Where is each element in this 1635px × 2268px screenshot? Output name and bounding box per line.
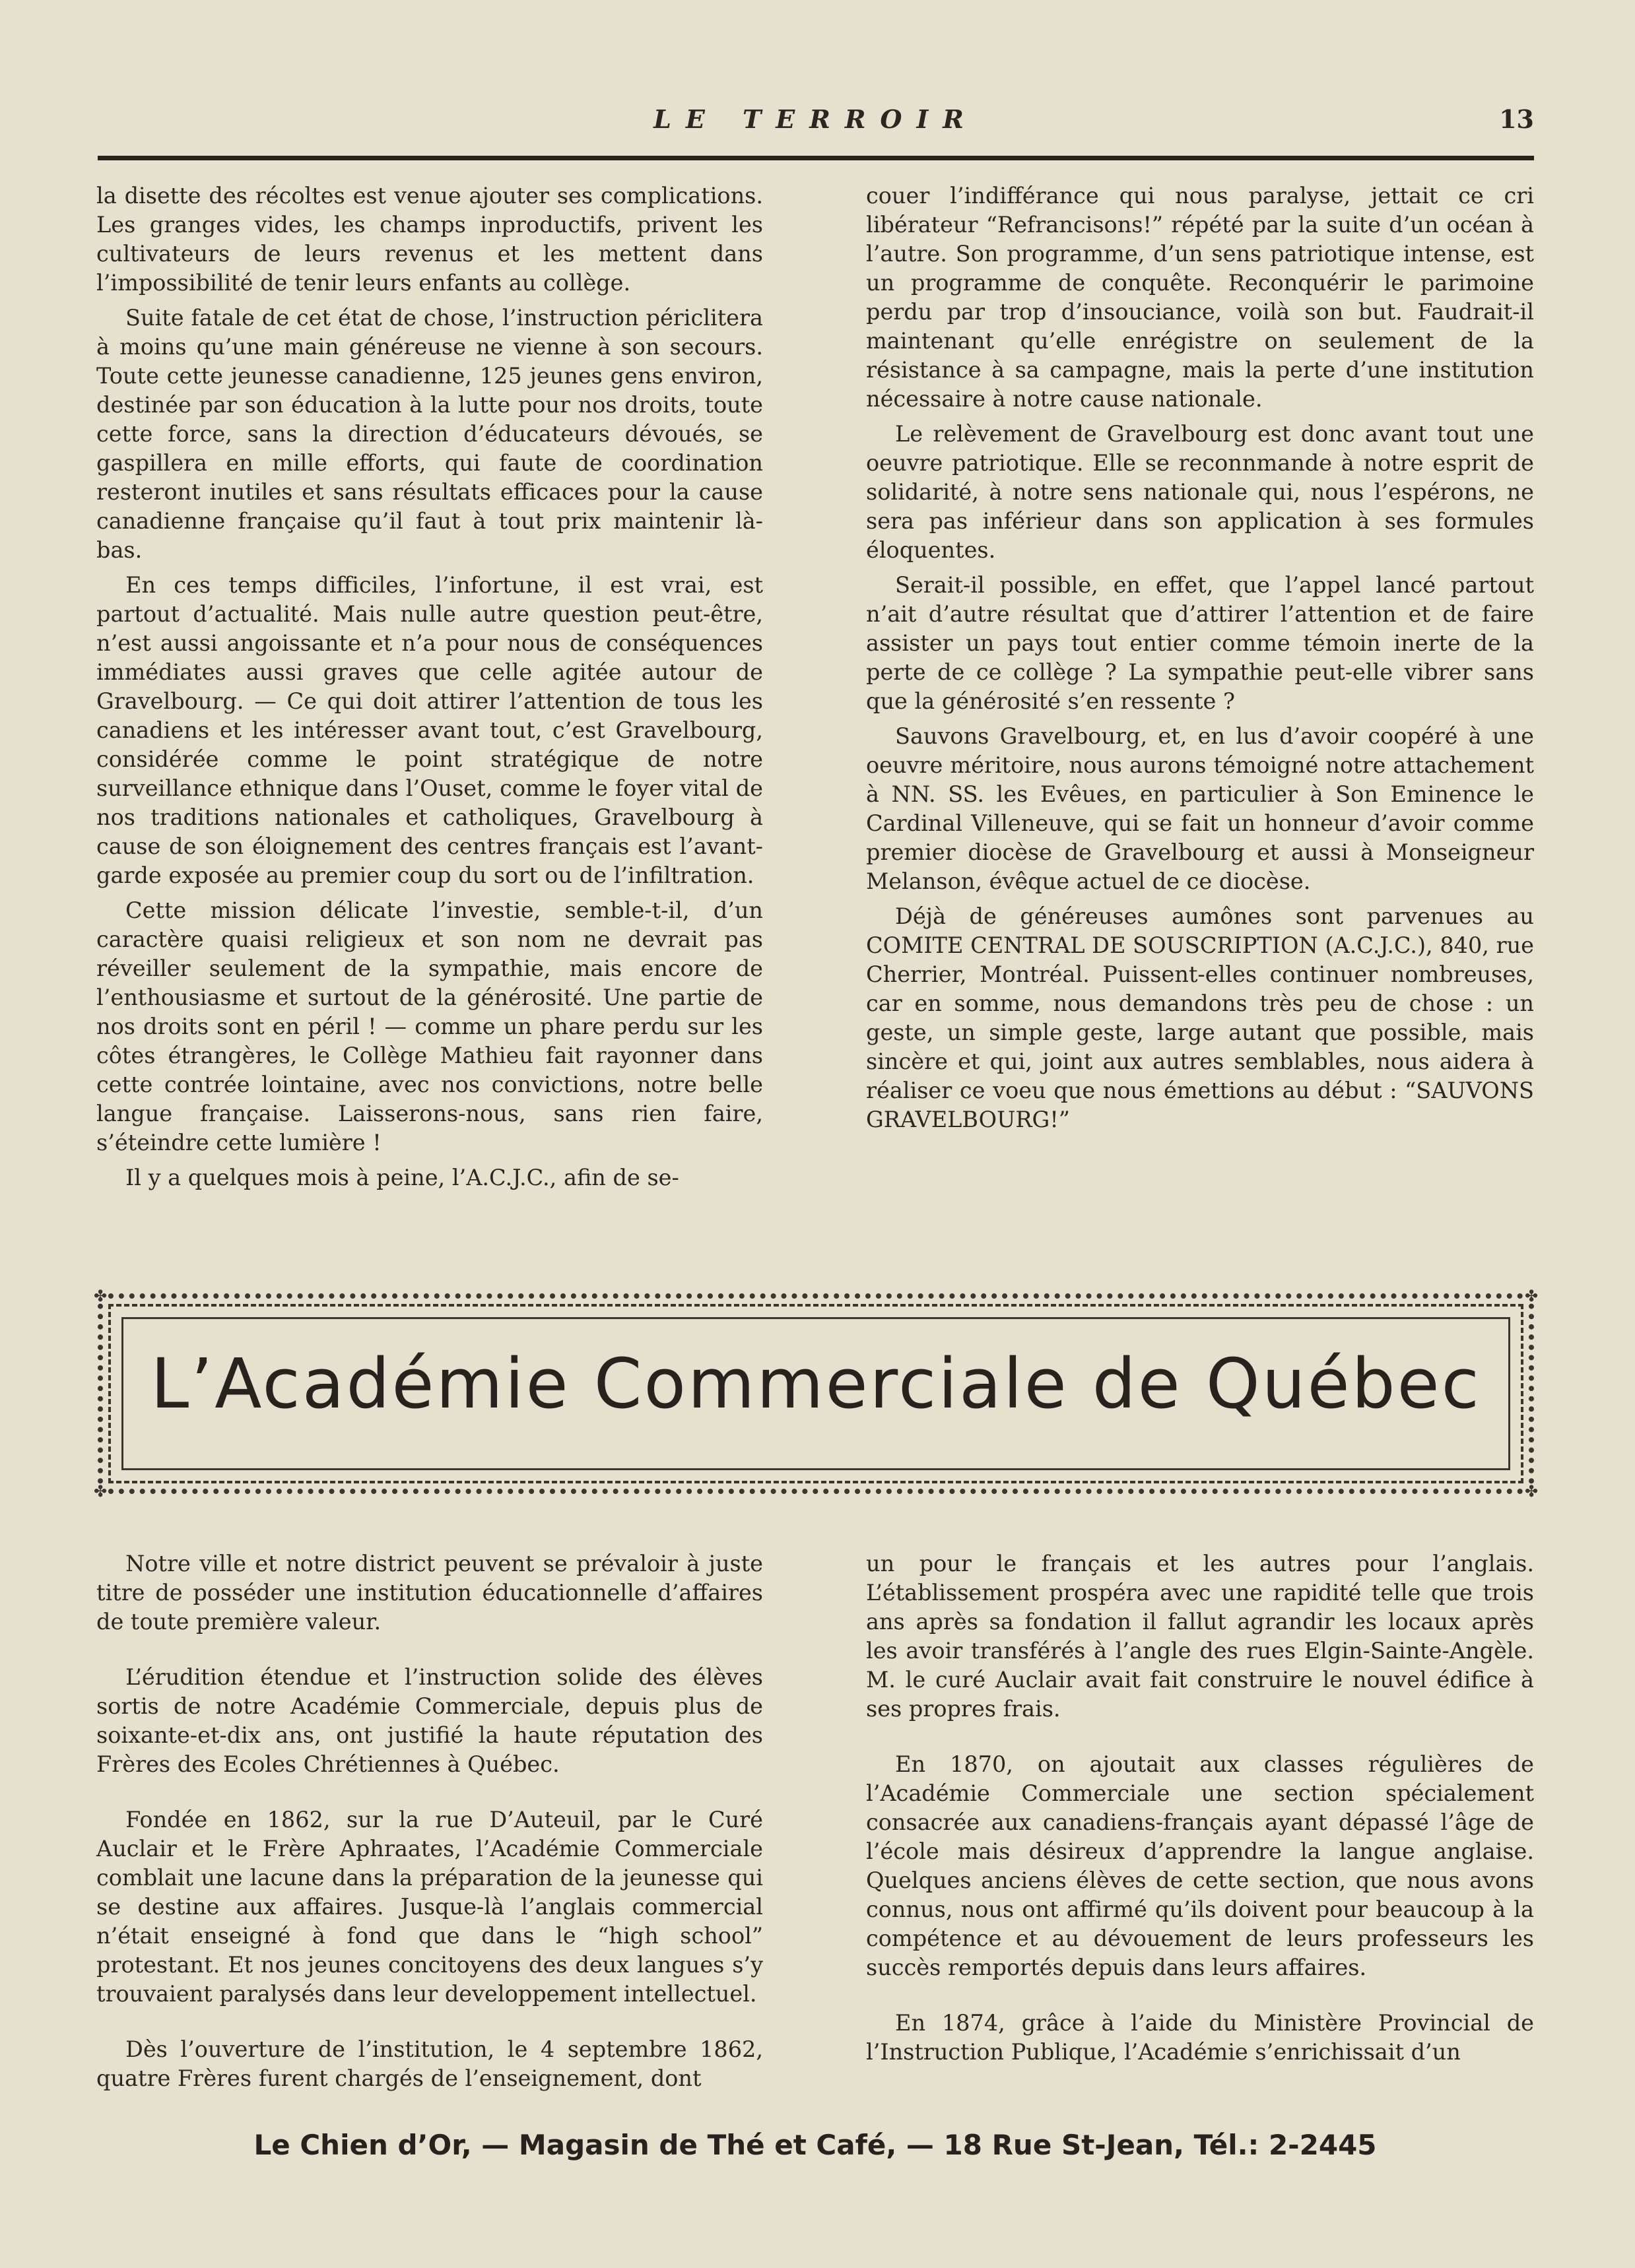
running-header (98, 99, 1534, 136)
corner-ornament-icon: ✤ (1525, 1482, 1539, 1501)
paragraph: Notre ville et notre district peuvent se prévaloir à juste titre de posséder une institution éducationnelle d’affaires de toute première valeur. (96, 1551, 763, 1635)
page-number: 13 (1499, 104, 1534, 134)
upper-article-left-column (96, 181, 763, 1198)
corner-ornament-icon: ✤ (1525, 1287, 1539, 1305)
paragraph: couer l’indifférance qui nous paralyse, jettait ce cri libérateur “Refrancisons!” répété par la suite d’un océan à l’autre. Son programme, d’un sens patriotique intense, est un programme de conquête. Reconquérir le parimoine perdu par trop d’insouciance, voilà son but. Faudrait-il maintenant qu’elle enrégistre on seulement de la résistance à sa campagne, mais la perte d’une institution nécessaire à notre cause nationale. (866, 183, 1534, 412)
paragraph: En ces temps difficiles, l’infortune, il est vrai, est partout d’actualité. Mais nulle autre question peut-être, n’est aussi angoissante et n’a pour nous de conséquences immédiates aussi graves que celle agitée autour de Gravelbourg. — Ce qui doit attirer l’attention de tous les canadiens et les intéresser avant tout, c’est Gravelbourg, considérée comme le point stratégique de notre surveillance ethnique dans l’Ouset, comme le foyer vital de nos traditions nationales et catholiques, Gravelbourg à cause de son éloignement des centres français est l’avant-garde exposée au premier coup du sort ou de l’infiltration. (96, 572, 763, 888)
corner-ornament-icon: ✤ (94, 1287, 108, 1305)
corner-ornament-icon: ✤ (94, 1482, 108, 1501)
paragraph: Sauvons Gravelbourg, et, en lus d’avoir coopéré à une oeuvre méritoire, nous aurons témoigné notre attachement à NN. SS. les Evêues, en particulier à Son Eminence le Cardinal Villeneuve, qui se fait un honneur d’avoir comme premier diocèse de Gravelbourg et aussi à Monseigneur Melanson, évêque actuel de ce diocèse. (866, 723, 1534, 894)
footer-advertisement: Le Chien d’Or, — Magasin de Thé et Café, — 18 Rue St-Jean, Tél.: 2-2445 (253, 2129, 1377, 2161)
paragraph: Il y a quelques mois à peine, l’A.C.J.C., afin de se- (125, 1165, 679, 1190)
header-rule (98, 156, 1534, 160)
article-title: L’Académie Commerciale de Québec (150, 1344, 1481, 1424)
paragraph: Le relèvement de Gravelbourg est donc avant tout une oeuvre patriotique. Elle se reconnmande à notre esprit de solidarité, à notre sens nationale qui, nous l’espérons, ne sera pas inférieur dans son application à ses formules éloquentes. (866, 421, 1534, 563)
paragraph: Fondée en 1862, sur la rue D’Auteuil, par le Curé Auclair et le Frère Aphraates, l’Académie Commerciale comblait une lacune dans la préparation de la jeunesse qui se destine aux affaires. Jusque-là l’anglais commercial n’était enseigné à fond que dans le “high school” protestant. Et nos jeunes concitoyens des deux langues s’y trouvaient paralysés dans leur developpement intellectuel. (96, 1807, 763, 2007)
paragraph: Déjà de généreuses aumônes sont parvenues au COMITE CENTRAL DE SOUSCRIPTION (A.C.J.C.), 840, rue Cherrier, Montréal. Puissent-elles continuer nombreuses, car en somme, nous demandons très peu de chose : un geste, un simple geste, large autant que possible, mais sincère et qui, joint aux autres semblables, nous aidera à réaliser ce voeu que nous émettions au début : “SAUVONS GRAVELBOURG!” (866, 903, 1534, 1132)
paragraph: Dès l’ouverture de l’institution, le 4 septembre 1862, quatre Frères furent chargés de l’enseignement, dont (96, 2036, 763, 2091)
paragraph: Serait-il possible, en effet, que l’appel lancé partout n’ait d’autre résultat que d’attirer l’attention et de faire assister un pays tout entier comme témoin inerte de la perte de ce collège ? La sympathie peut-elle vibrer sans que la générosité s’en ressente ? (866, 572, 1534, 714)
paragraph: un pour le français et les autres pour l’anglais. L’établissement prospéra avec une rapidité telle que trois ans après sa fondation il fallut agrandir les locaux après les avoir transférés à l’angle des rues Elgin-Sainte-Angèle. M. le curé Auclair avait fait construire le nouvel édifice à ses propres frais. (866, 1551, 1534, 1722)
lower-article-left-column (96, 1549, 763, 2120)
paragraph: Suite fatale de cet état de chose, l’instruction périclitera à moins qu’une main généreuse ne vienne à son secours. Toute cette jeunesse canadienne, 125 jeunes gens environ, destinée par son éducation à la lutte pour nos droits, toute cette force, sans la direction d’éducateurs dévoués, se gaspillera en mille efforts, qui faute de coordination resteront inutiles et sans résultats efficaces pour la cause canadienne française qu’il faut à tout prix maintenir là-bas. (96, 305, 763, 563)
paragraph: En 1870, on ajoutait aux classes régulières de l’Académie Commerciale une section spécialement consacrée aux canadiens-français ayant dépassé l’âge de l’école mais désireux d’apprendre la langue anglaise. Quelques anciens élèves de cette section, que nous avons connus, nous ont affirmé qu’ils doivent pour beaucoup à la compétence et au dévouement de leurs professeurs les succès remportés depuis dans leurs affaires. (866, 1751, 1534, 1980)
paragraph: Cette mission délicate l’investie, semble-t-il, d’un caractère quaisi religieux et son nom ne devrait pas réveiller seulement de la sympathie, mais encore de l’enthousiasme et surtout de la générosité. Une partie de nos droits sont en péril ! — comme un phare perdu sur les côtes étrangères, le Collège Mathieu fait rayonner dans cette contrée lointaine, avec nos convictions, notre belle langue française. Laisserons-nous, sans rien faire, s’éteindre cette lumière ! (96, 897, 763, 1155)
paragraph: En 1874, grâce à l’aide du Ministère Provincial de l’Instruction Publique, l’Académie s’enrichissait d’un (866, 2010, 1534, 2065)
article-title-banner (94, 1287, 1539, 1501)
lower-article-right-column (866, 1549, 1534, 2093)
paragraph: la disette des récoltes est venue ajouter ses complications. Les granges vides, les champs inproductifs, privent les cultivateurs de leurs revenus et les mettent dans l’impossibilité de tenir leurs enfants au collège. (96, 183, 763, 296)
paragraph: L’érudition étendue et l’instruction solide des élèves sortis de notre Académie Commerciale, depuis plus de soixante-et-dix ans, ont justifié la haute réputation des Frères des Ecoles Chrétiennes à Québec. (96, 1664, 763, 1777)
upper-article-right-column (866, 181, 1534, 1140)
running-title: LE TERROIR (653, 104, 978, 134)
